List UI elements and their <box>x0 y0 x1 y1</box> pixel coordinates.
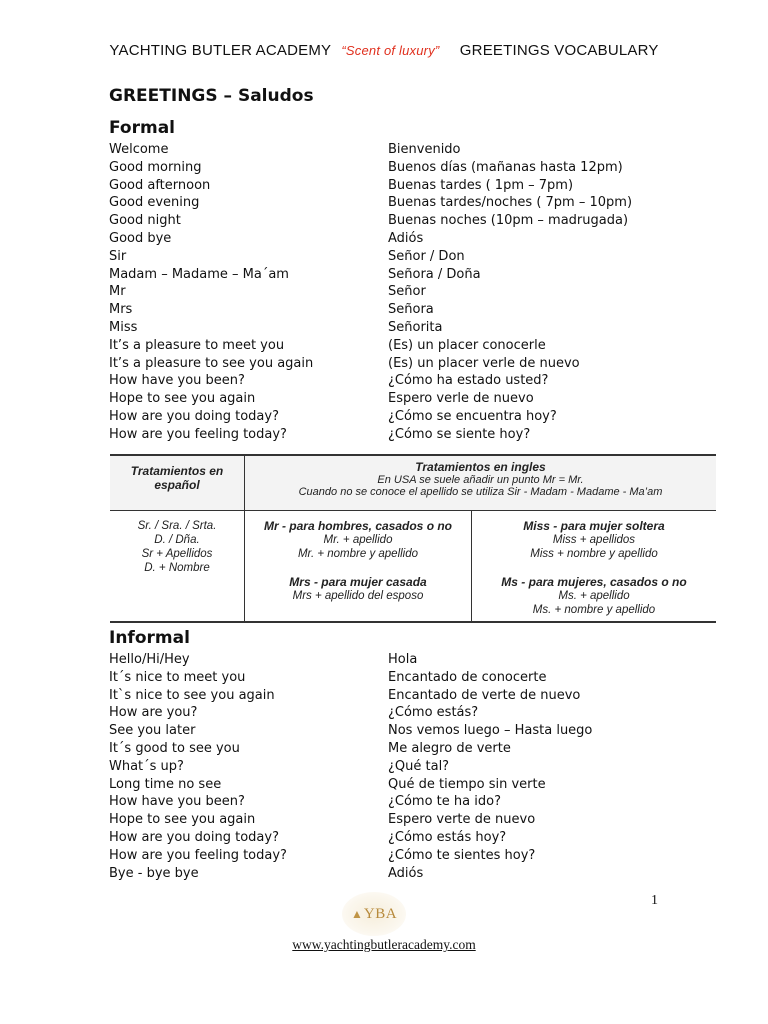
es-item: Sr + Apellidos <box>141 548 213 560</box>
spanish-term: ¿Qué tal? <box>388 758 450 774</box>
es-items-cell <box>110 511 245 623</box>
vocab-row <box>109 865 669 883</box>
ms-line: Ms. + apellido <box>558 590 630 602</box>
yba-logo <box>342 892 406 936</box>
vocab-row <box>109 829 669 847</box>
spanish-term: Hola <box>388 652 418 667</box>
spanish-term: ¿Cómo ha estado usted? <box>388 373 549 389</box>
es-header: Tratamientos en español <box>130 464 224 492</box>
english-term: See you later <box>109 723 196 739</box>
en-note-2: Cuando no se conoce el apellido se utiliza Sir - Madam - Madame - Ma’am <box>298 486 663 498</box>
english-term: It’s a pleasure to see you again <box>109 355 314 371</box>
spanish-term: Señor / Don <box>388 248 465 264</box>
vocab-row <box>109 230 669 248</box>
vocab-row <box>109 212 669 230</box>
vocab-row <box>109 283 669 301</box>
vocab-row <box>109 847 669 865</box>
spanish-term: (Es) un placer verle de nuevo <box>388 355 580 371</box>
vocab-row <box>109 651 669 669</box>
english-term: Good evening <box>109 195 200 211</box>
miss-line: Miss + nombre y apellido <box>530 548 658 560</box>
spanish-term: Espero verte de nuevo <box>388 812 536 828</box>
vocab-row <box>109 408 669 426</box>
spanish-term: Señora / Doña <box>388 266 481 282</box>
spanish-term: Señorita <box>388 319 443 335</box>
vocab-row <box>109 704 669 722</box>
vocab-row <box>109 319 669 337</box>
vocab-row <box>109 355 669 373</box>
mr-mrs-cell <box>245 511 472 623</box>
es-header-cell <box>110 455 245 511</box>
mr-line: Mr. + nombre y apellido <box>297 548 419 560</box>
spanish-term: ¿Cómo te sientes hoy? <box>388 847 536 863</box>
header-academy: YACHTING BUTLER ACADEMY <box>109 42 331 59</box>
formal-list <box>109 141 669 444</box>
english-term: Hello/Hi/Hey <box>109 652 190 667</box>
spanish-term: Buenas noches (10pm – madrugada) <box>388 213 629 229</box>
vocab-row <box>109 722 669 740</box>
english-term: It´s nice to meet you <box>109 669 246 685</box>
english-term: Good afternoon <box>109 177 211 193</box>
footer-url[interactable]: www.yachtingbutleracademy.com <box>292 937 476 952</box>
vocab-row <box>109 177 669 195</box>
bell-icon: ▲ <box>350 907 363 921</box>
spanish-term: Adiós <box>388 865 424 881</box>
english-term: Long time no see <box>109 776 222 792</box>
spanish-term: ¿Cómo se encuentra hoy? <box>388 408 557 424</box>
spanish-term: (Es) un placer conocerle <box>388 337 546 353</box>
header-topic: GREETINGS VOCABULARY <box>459 42 659 59</box>
spanish-term: Qué de tiempo sin verte <box>388 776 546 792</box>
treatments-table <box>110 454 716 623</box>
vocab-row <box>109 426 669 444</box>
mr-title: Mr - para hombres, casados o no <box>263 519 453 533</box>
spanish-term: Espero verle de nuevo <box>388 391 534 407</box>
header-slogan: “Scent of luxury” <box>341 43 440 58</box>
spanish-term: Buenas tardes ( 1pm – 7pm) <box>388 177 574 193</box>
vocab-row <box>109 390 669 408</box>
page-number: 1 <box>651 893 658 908</box>
es-item: D. / Dña. <box>154 534 200 546</box>
miss-ms-cell <box>472 511 717 623</box>
spanish-term: Bienvenido <box>388 142 461 157</box>
vocab-row <box>109 793 669 811</box>
miss-line: Miss + apellidos <box>552 534 636 546</box>
en-header: Tratamientos en ingles <box>415 460 546 474</box>
spanish-term: Nos vemos luego – Hasta luego <box>388 723 593 739</box>
page-title: GREETINGS – Saludos <box>109 86 314 106</box>
vocab-row <box>109 194 669 212</box>
vocab-row <box>109 669 669 687</box>
spanish-term: Encantado de verte de nuevo <box>388 687 581 703</box>
es-item: D. + Nombre <box>144 562 210 574</box>
english-term: What´s up? <box>109 758 184 774</box>
english-term: Welcome <box>109 142 169 157</box>
vocab-row <box>109 266 669 284</box>
vocab-row <box>109 758 669 776</box>
english-term: Good bye <box>109 230 172 246</box>
spanish-term: ¿Cómo estás? <box>388 705 479 721</box>
ms-title: Ms - para mujeres, casados o no <box>501 575 687 589</box>
spanish-term: ¿Cómo estás hoy? <box>388 829 507 845</box>
formal-heading: Formal <box>109 118 175 138</box>
vocab-row <box>109 776 669 794</box>
en-note-1: En USA se suele añadir un punto Mr = Mr. <box>377 474 584 486</box>
informal-heading: Informal <box>109 628 190 648</box>
vocab-row <box>109 248 669 266</box>
english-term: Hope to see you again <box>109 391 256 407</box>
vocab-row <box>109 687 669 705</box>
english-term: It’s a pleasure to meet you <box>109 337 285 353</box>
english-term: Sir <box>109 248 127 264</box>
english-term: How are you doing today? <box>109 408 279 424</box>
mrs-line: Mrs + apellido del esposo <box>292 590 424 602</box>
en-header-cell <box>245 455 717 511</box>
english-term: Bye - bye bye <box>109 865 199 881</box>
english-term: It´s good to see you <box>109 740 240 756</box>
spanish-term: ¿Cómo se siente hoy? <box>388 426 531 442</box>
logo-text: YBA <box>363 905 398 922</box>
vocab-row <box>109 811 669 829</box>
english-term: How have you been? <box>109 794 245 810</box>
spanish-term: Buenas tardes/noches ( 7pm – 10pm) <box>388 195 633 211</box>
english-term: Madam – Madame – Ma´am <box>109 266 289 282</box>
mrs-title: Mrs - para mujer casada <box>289 575 427 589</box>
vocab-row <box>109 301 669 319</box>
spanish-term: Señor <box>388 284 426 300</box>
vocab-row <box>109 740 669 758</box>
mr-line: Mr. + apellido <box>323 534 393 546</box>
english-term: Mrs <box>109 302 133 318</box>
vocab-row <box>109 372 669 390</box>
spanish-term: Buenos días (mañanas hasta 12pm) <box>388 159 623 175</box>
spanish-term: Adiós <box>388 230 424 246</box>
english-term: Miss <box>109 319 138 335</box>
english-term: Hope to see you again <box>109 812 256 828</box>
informal-list <box>109 651 669 882</box>
english-term: It`s nice to see you again <box>109 687 275 703</box>
spanish-term: Encantado de conocerte <box>388 669 547 685</box>
english-term: How have you been? <box>109 373 245 389</box>
vocab-row <box>109 159 669 177</box>
english-term: Mr <box>109 284 126 300</box>
miss-title: Miss - para mujer soltera <box>523 519 665 533</box>
spanish-term: Me alegro de verte <box>388 740 511 756</box>
vocab-row <box>109 141 669 159</box>
spanish-term: ¿Cómo te ha ido? <box>388 794 501 810</box>
english-term: How are you? <box>109 705 198 721</box>
english-term: Good morning <box>109 159 202 175</box>
spanish-term: Señora <box>388 302 434 318</box>
page-header <box>0 42 768 59</box>
english-term: How are you doing today? <box>109 829 279 845</box>
ms-line: Ms. + nombre y apellido <box>532 604 656 616</box>
english-term: Good night <box>109 213 181 229</box>
vocab-row <box>109 337 669 355</box>
english-term: How are you feeling today? <box>109 426 287 442</box>
es-item: Sr. / Sra. / Srta. <box>137 520 217 532</box>
english-term: How are you feeling today? <box>109 847 287 863</box>
